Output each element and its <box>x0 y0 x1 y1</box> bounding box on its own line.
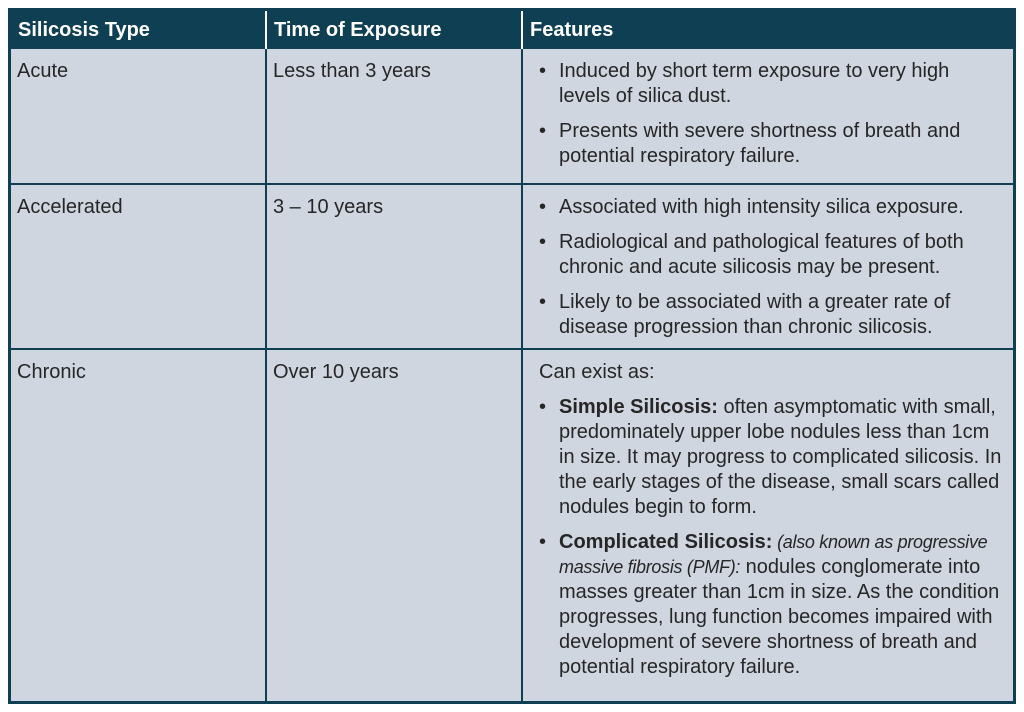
cell-exposure: 3 – 10 years <box>266 184 522 349</box>
cell-features <box>522 349 1013 701</box>
feature-item: • Associated with high intensity silica exposure. <box>539 195 1003 220</box>
column-header-features: Features <box>522 11 1013 49</box>
features-list <box>539 195 1003 340</box>
feature-item-complicated-silicosis <box>539 530 1003 680</box>
table-row-chronic <box>11 349 1013 701</box>
feature-item: • Presents with severe shortness of breath and potential respiratory failure. <box>539 119 1003 169</box>
feature-term: Complicated Silicosis: <box>559 531 773 553</box>
column-header-time-of-exposure: Time of Exposure <box>266 11 522 49</box>
features-intro: Can exist as: <box>539 361 655 383</box>
cell-exposure: Less than 3 years <box>266 49 522 184</box>
cell-features <box>522 49 1013 184</box>
column-header-silicosis-type: Silicosis Type <box>11 11 266 49</box>
table-header-row <box>11 11 1013 49</box>
feature-item: • Induced by short term exposure to very high levels of silica dust. <box>539 59 1003 109</box>
table-row-acute <box>11 49 1013 184</box>
feature-item: • Radiological and pathological features of both chronic and acute silicosis may be present. <box>539 230 1003 280</box>
cell-type: Acute <box>11 49 266 184</box>
table-row-accelerated <box>11 184 1013 349</box>
cell-type: Chronic <box>11 349 266 701</box>
feature-text: nodules conglomerate into masses greater than 1cm in size. As the condition progresses, lung function becomes impaired with development of severe shortness of breath and potential respiratory failure. <box>559 556 1000 678</box>
cell-exposure: Over 10 years <box>266 349 522 701</box>
features-list <box>539 395 1003 680</box>
cell-type: Accelerated <box>11 184 266 349</box>
cell-features <box>522 184 1013 349</box>
silicosis-table <box>11 11 1013 701</box>
feature-item-simple-silicosis <box>539 395 1003 520</box>
features-list <box>539 59 1003 169</box>
feature-text: often asymptomatic with small, predominately upper lobe nodules less than 1cm in size. It may progress to complicated silicosis. In the early stages of the disease, small scars called nodules begin to form. <box>559 396 1002 518</box>
silicosis-table-frame <box>8 8 1016 704</box>
feature-item: • Likely to be associated with a greater rate of disease progression than chronic silicosis. <box>539 290 1003 340</box>
feature-term: Simple Silicosis: <box>559 396 718 418</box>
feature-aside: (also known as progressive massive fibrosis (PMF): <box>559 532 988 577</box>
